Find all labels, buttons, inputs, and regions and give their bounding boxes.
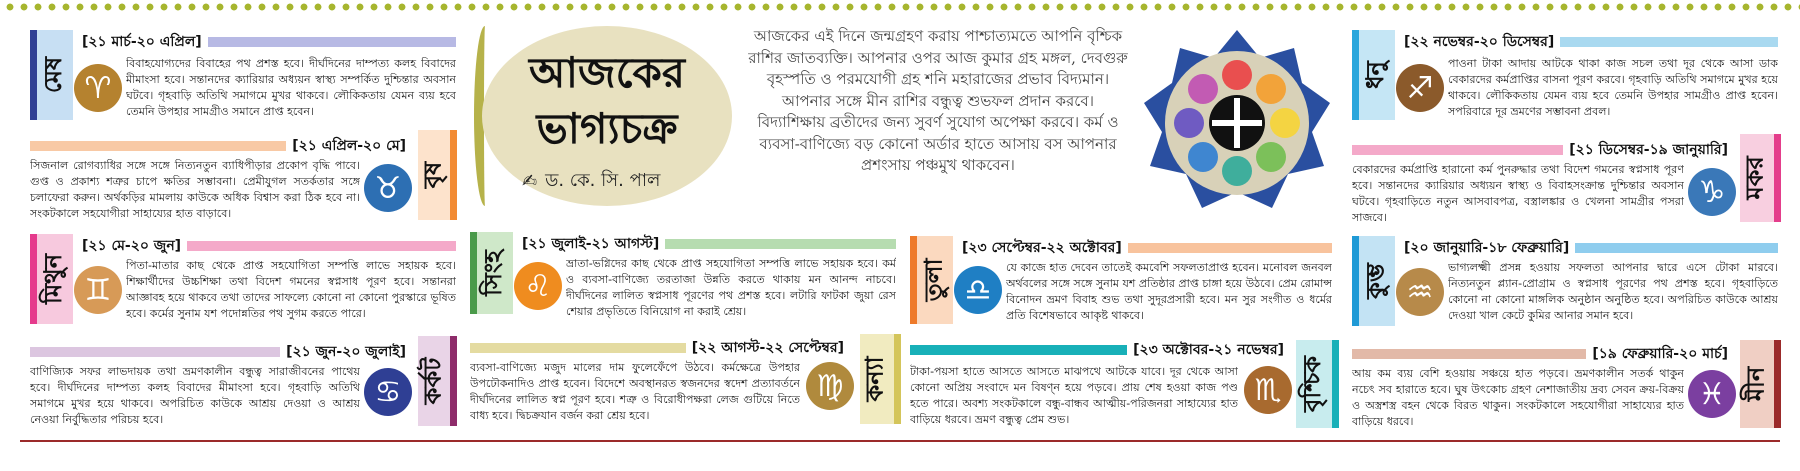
date-header-meen <box>1352 344 1734 364</box>
prediction-text-mesh: বিবাহযোগ্যদের বিবাহের পথ প্রশস্ত হবে। দীর্ঘদিনের দাম্পত্য কলহ বিবাদের মীমাংসা হবে। সন্তানদের ক্যারিয়ার অধ্যয়ন স্বাস্থ্য সম্পর্কিত দুশ্চিন্তার অবসান ঘটবে। গৃহবাড়ি অতিথি সমাগমে মুখর থাকবে। লৌকিকতায় যেমন ব্যয় হবে তেমনি উপহার সামগ্রীও সমানে প্রাপ্ত হবেন। <box>126 57 456 118</box>
taurus-icon: ♉ <box>364 164 412 212</box>
author-byline <box>522 166 660 197</box>
date-range-dhanu: [২২ নভেম্বর-২০ ডিসেম্বর] <box>1404 34 1555 50</box>
cancer-icon: ♋ <box>364 368 412 416</box>
date-header-karkat <box>30 342 412 362</box>
prediction-text-simha: ভ্রাতা-ভগ্নিদের কাছ থেকে প্রাপ্ত সহযোগিতা সম্পত্তি লাভে সহায়ক হবে। কর্ম ও ব্যবসা-বাণিজ্যে তরতাজা উন্নতি করতে থাকায় মন আনন্দ নাচবে। দীর্ঘদিনের লালিত স্বপ্নসাধ পূরণের পথ প্রশস্ত হবে। লটারি ফাটকা জুয়া রেস শেয়ার প্রভৃতিতে বিনিয়োগ না করাই শ্রেয়। <box>566 257 896 318</box>
date-header-mesh <box>76 32 456 52</box>
date-range-simha: [২১ জুলাই-২১ আগস্ট] <box>522 236 660 252</box>
date-header-kanya <box>470 338 850 358</box>
sign-tag-mithun: মিথুন <box>30 234 73 324</box>
date-header-simha <box>516 234 896 254</box>
prediction-text-kanya: ব্যবসা-বাণিজ্যে মজুদ মালের দাম ফুলেফেঁপে উঠবে। কর্মক্ষেত্রে উপহার উপঢৌকনাদিও প্রাপ্ত হবেন। বিদেশে অবস্থানরত স্বজনদের স্বদেশ প্রত্যাবর্তনে দীর্ঘদিনের লালিত স্বপ্ন পূরণ হবে। শত্রু ও বিরোধীপক্ষরা লেজ গুটিয়ে নিতে বাধ্য হবে। দ্বিচক্রযান বর্জন করা শ্রেয় হবে। <box>470 361 800 422</box>
author-name: ড. কে. সি. পাল <box>545 170 661 191</box>
sign-tag-mesh: মেষ <box>30 30 73 120</box>
aquarius-icon: ♒ <box>1396 268 1444 316</box>
date-header-brisha <box>30 136 412 156</box>
sign-tag-karkat: কর্কট <box>418 336 457 426</box>
sign-tag-brisha: বৃষ <box>418 130 457 220</box>
sign-tag-kumbha: কুম্ভ <box>1352 236 1395 326</box>
title-badge <box>482 26 750 206</box>
capricorn-icon: ♑ <box>1688 168 1736 216</box>
date-header-dhanu <box>1398 32 1778 52</box>
zodiac-wheel-icon <box>1142 28 1332 218</box>
prediction-text-makar: বেকারদের কর্মপ্রাপ্তি হারানো কর্ম পুনরুদ্ধার তথা বিদেশ গমনের স্বপ্নসাধ পূরণ হবে। সন্তানদের ক্যারিয়ার অধ্যয়ন স্বাস্থ্য ও বিবাহসংক্রান্ত দুশ্চিন্তার অবসান ঘটবে। গৃহবাড়িতে নতুন আসবাবপত্র, বস্ত্রালঙ্কার ও খেলনা সামগ্রীর পসরা সাজবে। <box>1352 163 1684 224</box>
date-header-tula <box>956 238 1332 258</box>
sign-tag-tula: তুলা <box>910 236 953 324</box>
intro-paragraph: আজকের এই দিনে জন্মগ্রহণ করায় পাশ্চাত্যমতে আপনি বৃশ্চিক রাশির জাতব্যক্তি। আপনার ওপর আজ কুমার গ্রহ মঙ্গল, দেবগুরু বৃহস্পতি ও পরমযোগী গ্রহ শনি মহারাজের প্রভাব বিদ্যমান। আপনার সঙ্গে মীন রাশির বন্ধুত্ব শুভফল প্রদান করবে। বিদ্যাশিক্ষায় ব্রতীদের জন্য সুবর্ণ সুযোগ অপেক্ষা করবে। কর্ম ও ব্যবসা-বাণিজ্যে বড় কোনো অর্ডার হাতে আসায় বস আপনার প্রশংসায় পঞ্চমুখ থাকবেন। <box>748 27 1128 174</box>
date-range-kanya: [২২ আগস্ট-২২ সেপ্টেম্বর] <box>691 340 844 356</box>
gemini-icon: ♊ <box>74 266 122 314</box>
bottom-divider <box>20 440 1780 442</box>
date-range-brishchik: [২৩ অক্টোবর-২১ নভেম্বর] <box>1133 342 1284 358</box>
sign-tag-brishchik: বৃশ্চিক <box>1296 340 1339 428</box>
date-range-makar: [২১ ডিসেম্বর-১৯ জানুয়ারি] <box>1569 142 1728 158</box>
date-range-kumbha: [২০ জানুয়ারি-১৮ ফেব্রুয়ারি] <box>1404 240 1570 256</box>
date-header-kumbha <box>1398 238 1778 258</box>
date-header-brishchik <box>910 340 1290 360</box>
page-title-line1: আজকের <box>529 48 685 97</box>
prediction-text-kumbha: ভাগ্যলক্ষ্মী প্রসন্ন হওয়ায় সফলতা আপনার দ্বারে এসে টোকা মারবে। নিত্যনতুন প্ল্যান-প্রোগ্রাম ও স্বপ্নসাধ পূরণের পথ প্রশস্ত হবে। গৃহবাড়িতে কোনো না কোনো মাঙ্গলিক অনুষ্ঠান অনুষ্ঠিত হবে। অপরিচিত কাউকে আশ্রয় দেওয়া খাল কেটে কুমির আনার সমান হবে। <box>1448 261 1778 322</box>
dotted-top-border <box>0 0 1800 14</box>
date-header-makar <box>1352 140 1734 160</box>
date-range-mesh: [২১ মার্চ-২০ এপ্রিল] <box>82 34 202 50</box>
date-range-meen: [১৯ ফেব্রুয়ারি-২০ মার্চ] <box>1592 346 1728 362</box>
sign-tag-meen: মীন <box>1740 340 1781 428</box>
date-range-tula: [২৩ সেপ্টেম্বর-২২ অক্টোবর] <box>962 240 1122 256</box>
prediction-text-tula: যে কাজে হাত দেবেন তাতেই কমবেশি সফলতাপ্রাপ্ত হবেন। মনোবল জনবল অর্থবলের সঙ্গে সঙ্গে সুনাম যশ প্রতিষ্ঠার প্রাপ্ত চাঙ্গা হয়ে উঠবে। প্রেম রোমান্স বিনোদন ভ্রমণ বিবাহ শুভ তথা সুদূরপ্রসারী হবে। মন সুর সংগীত ও ধর্মের প্রতি বিশেষভাবে আকৃষ্ট থাকবে। <box>1006 261 1332 322</box>
page-title-line2: ভাগ্যচক্র <box>536 104 678 153</box>
prediction-text-dhanu: পাওনা টাকা আদায় আটকে থাকা কাজ সচল তথা দূর থেকে আসা ডাক বেকারদের কর্মপ্রাপ্তির বাসনা পূরণ করবে। গৃহবাড়ি অতিথি সমাগমে মুখর হয়ে থাকবে। লৌকিকতায় যেমন ব্যয় হবে তেমনি উপহার সামগ্রীও প্রাপ্ত হবেন। সপরিবারে দূর ভ্রমণের সম্ভাবনা প্রবল। <box>1448 57 1778 118</box>
sign-tag-simha: সিংহ <box>470 232 513 314</box>
scorpio-icon: ♏ <box>1244 366 1292 414</box>
date-range-brisha: [২১ এপ্রিল-২০ মে] <box>292 138 406 154</box>
virgo-icon: ♍ <box>806 362 854 410</box>
prediction-text-mithun: পিতা-মাতার কাছ থেকে প্রাপ্ত সহযোগিতা সম্পত্তি লাভে সহায়ক হবে। শিক্ষার্থীদের উচ্চশিক্ষা তথা বিদেশ গমনের স্বপ্নসাধ পূরণ হবে। সন্তানরা আজ্ঞাবহ হয়ে থাকবে তথা তাদের সাফল্যে কোনো না কোনো পুরস্কারে ভূষিত হবে। কর্মের সুনাম যশ পদোন্নতির পথ সুগম করতে পারে। <box>126 259 456 320</box>
sign-tag-dhanu: ধনু <box>1352 30 1395 120</box>
prediction-text-meen: আয় কম ব্যয় বেশি হওয়ায় সঞ্চয়ে হাত পড়বে। ভ্রমণকালীন সতর্ক থাকুন নচেৎ সব হারাতে হবে। ঘুষ উৎকোচ গ্রহণ নেশাজাতীয় দ্রব্য সেবন ক্রয়-বিক্রয় ও অস্ত্রশস্ত্র বহন থেকে বিরত থাকুন। সংকটকালে সহযোগীরা সাহায্যের হাত বাড়িয়ে ধরবে। <box>1352 367 1684 428</box>
date-range-karkat: [২১ জুন-২০ জুলাই] <box>286 344 406 360</box>
date-header-mithun <box>76 236 456 256</box>
prediction-text-brishchik: টাকা-পয়সা হাতে আসতে আসতে মাঝপথে আটকে যাবে। দূর থেকে আসা কোনো অপ্রিয় সংবাদে মন বিষণ্ন হয়ে পড়বে। প্রায় শেষ হওয়া কাজ পণ্ড হতে পারে। অবশ্য সংকটকালে বন্ধু-বান্ধব আত্মীয়-পরিজনরা সাহায্যের হাত বাড়িয়ে ধরবে। ভ্রমণ বন্ধুত্ব প্রেম শুভ। <box>910 365 1238 426</box>
libra-icon: ♎ <box>954 266 1002 314</box>
sign-tag-makar: মকর <box>1740 134 1781 222</box>
prediction-text-brisha: সিজনাল রোগব্যাধির সঙ্গে সঙ্গে নিত্যনতুন ব্যাধিপীড়ার প্রকোপ বৃদ্ধি পাবে। গুপ্ত ও প্রকাশ্য শত্রুর চাপে ক্ষতির সম্ভাবনা। প্রেমীযুগল সতর্কতার সঙ্গে চলাফেরা করুন। অর্থকড়ির মামলায় কাউকে অধিক বিশ্বাস করা ঠিক হবে না। সংকটকালে সহযোগীরা সাহায্যের হাত বাড়াবে। <box>30 159 360 220</box>
leo-icon: ♌ <box>514 262 562 310</box>
pisces-icon: ♓ <box>1688 370 1736 418</box>
date-range-mithun: [২১ মে-২০ জুন] <box>82 238 182 254</box>
sign-tag-kanya: কন্যা <box>860 334 901 424</box>
aries-icon: ♈ <box>74 64 122 112</box>
sagittarius-icon: ♐ <box>1396 64 1444 112</box>
prediction-text-karkat: বাণিজ্যিক সফর লাভদায়ক তথা ভ্রমণকালীন বন্ধুত্ব সারাজীবনের পাথেয় হবে। দীর্ঘদিনের দাম্পত্য কলহ বিবাদের মীমাংসা হবে। গৃহবাড়ি অতিথি সমাগমে মুখর হয়ে থাকবে। অপরিচিত কাউকে আশ্রয় দেওয়া ও আশ্রয় নেওয়া নির্বুদ্ধিতার পরিচয় হবে। <box>30 365 360 426</box>
pen-icon: ✍ <box>522 171 538 192</box>
